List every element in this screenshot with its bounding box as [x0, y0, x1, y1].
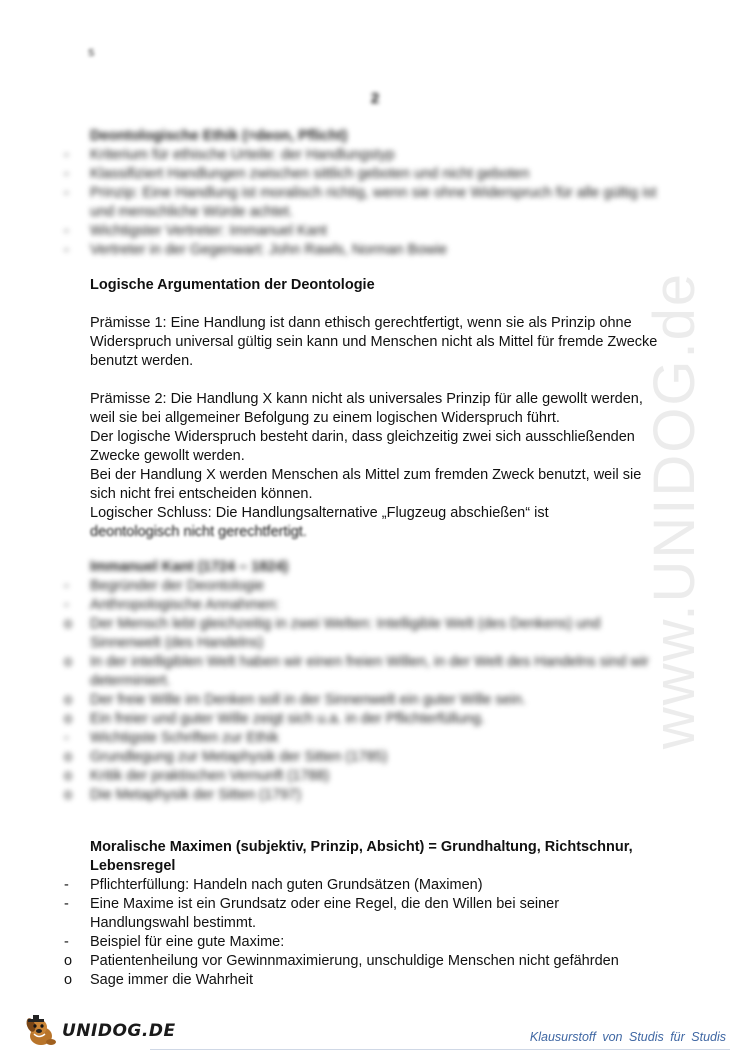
premise-1: Prämisse 1: Eine Handlung ist dann ethisch gerechtfertigt, wenn sie als Prinzip ohne Widerspruch universal gültig sein kann und Menschen nicht als Mittel für fremde Zwecke benutzt werden. — [90, 315, 658, 369]
section-logische-argumentation — [62, 276, 662, 542]
bullet-list — [62, 577, 662, 805]
list-item: o Die Metaphysik der Sitten (1797) — [64, 787, 302, 803]
list-item: - Pflichterfüllung: Handeln nach guten Grundsätzen (Maximen) — [64, 877, 483, 893]
dog-mascot-icon — [24, 1014, 60, 1048]
section-immanuel-kant — [62, 558, 662, 805]
watermark-text: www.UNIDOG.de — [642, 271, 708, 749]
section-heading: Deontologische Ethik (=deon, Pflicht) — [90, 128, 348, 144]
footer-divider — [150, 1049, 730, 1050]
list-item: o In der intelligiblen Welt haben wir einen freien Willen, in der Welt des Handelns sind wir determiniert. — [64, 654, 649, 689]
list-item: o Der freie Wille im Denken soll in der Sinnenwelt ein guter Wille sein. — [64, 692, 526, 708]
section-heading: Moralische Maximen (subjektiv, Prinzip, Absicht) = Grundhaltung, Richtschnur, Lebensregel — [90, 839, 633, 874]
list-item: o Patientenheilung vor Gewinnmaximierung, unschuldige Menschen nicht gefährden — [64, 953, 619, 969]
logo-text: UNIDOG.DE — [62, 1021, 176, 1041]
section-moralische-maximen — [62, 838, 662, 990]
top-mark: s — [88, 44, 95, 59]
list-item: - Prinzip: Eine Handlung ist moralisch richtig, wenn sie ohne Widerspruch für alle gültig ist und menschliche Würde achtet. — [64, 185, 657, 220]
conclusion-cut-text: deontologisch nicht gerechtfertigt. — [90, 524, 307, 540]
list-item: - Kriterium für ethische Urteile: der Handlungstyp — [64, 147, 395, 163]
list-item: - Klassifiziert Handlungen zwischen sittlich geboten und nicht geboten — [64, 166, 530, 182]
bullet-list — [62, 876, 662, 990]
section-deontologische-ethik — [62, 127, 662, 260]
list-item: - Wichtigster Vertreter: Immanuel Kant — [64, 223, 327, 239]
section-heading: Logische Argumentation der Deontologie — [90, 277, 375, 293]
section-heading: Immanuel Kant (1724 – 1824) — [90, 559, 289, 575]
unidog-logo[interactable] — [24, 1014, 176, 1048]
list-item: - Anthropologische Annahmen: — [64, 597, 280, 613]
list-item: o Grundlegung zur Metaphysik der Sitten (1785) — [64, 749, 388, 765]
list-item: o Der Mensch lebt gleichzeitig in zwei Welten: Intelligible Welt (des Denkens) und Sinnenwelt (des Handelns) — [64, 616, 601, 651]
bullet-list — [62, 146, 662, 260]
list-item: - Vertreter in der Gegenwart: John Rawls, Norman Bowie — [64, 242, 448, 258]
contradiction-text: Der logische Widerspruch besteht darin, dass gleichzeitig zwei sich ausschließenden Zwecke gewollt werden. — [90, 429, 635, 464]
conclusion-text: Logischer Schluss: Die Handlungsalternative „Flugzeug abschießen“ ist — [90, 505, 549, 521]
page-number: 2 — [370, 90, 380, 107]
premise-2: Prämisse 2: Die Handlung X kann nicht als universales Prinzip für alle gewollt werden, weil sie bei allgemeiner Befolgung zu einem logischen Widerspruch führt. — [90, 391, 643, 426]
footer-tagline: Klausurstoff von Studis für Studis — [529, 1030, 726, 1044]
list-item: - Wichtigste Schriften zur Ethik — [64, 730, 279, 746]
list-item: o Kritik der praktischen Vernunft (1788) — [64, 768, 330, 784]
list-item: o Ein freier und guter Wille zeigt sich u.a. in der Pflichterfüllung. — [64, 711, 485, 727]
means-text: Bei der Handlung X werden Menschen als Mittel zum fremden Zweck benutzt, weil sie sich nicht frei entscheiden können. — [90, 467, 642, 502]
list-item: o Sage immer die Wahrheit — [64, 972, 254, 988]
list-item: - Eine Maxime ist ein Grundsatz oder eine Regel, die den Willen bei seiner Handlungswahl bestimmt. — [64, 896, 560, 931]
list-item: - Begründer der Deontologie — [64, 578, 265, 594]
list-item: - Beispiel für eine gute Maxime: — [64, 934, 285, 950]
